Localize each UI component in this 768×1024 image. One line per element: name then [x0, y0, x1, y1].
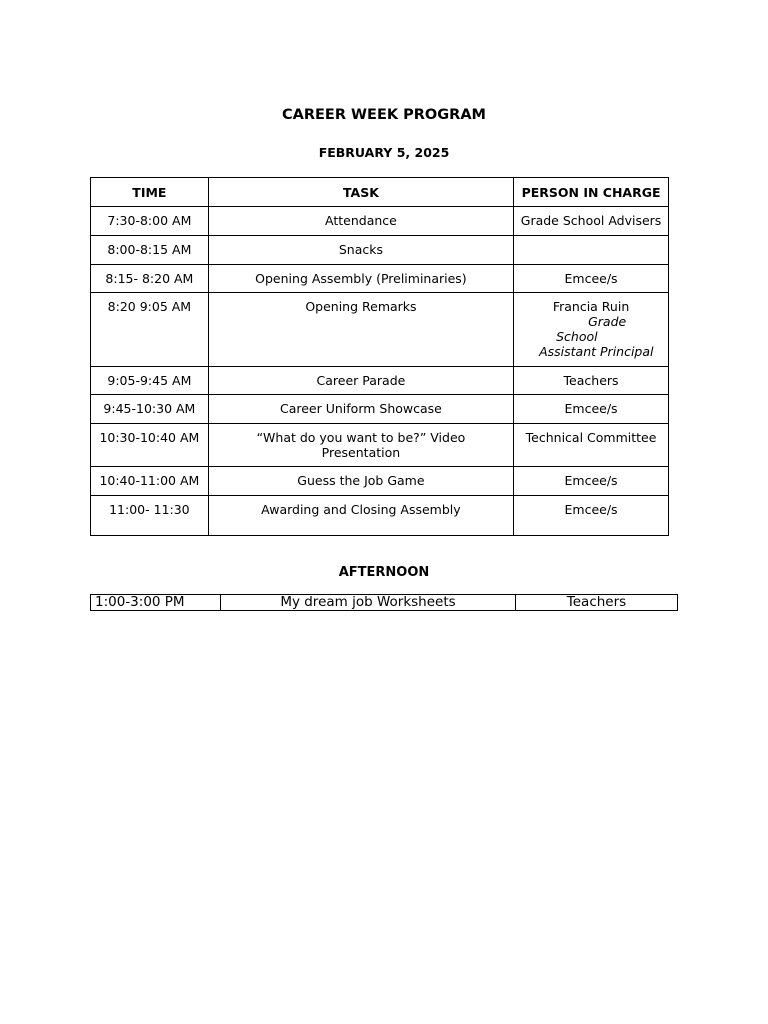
- cell-task: [208, 424, 513, 467]
- table-row: [91, 467, 669, 496]
- task-line1: “What do you want to be?” Video: [256, 430, 466, 445]
- cell-person: Emcee/s: [514, 395, 669, 424]
- cell-time: 11:00- 11:30: [91, 496, 209, 536]
- table-row: [91, 207, 669, 236]
- cell-task: Guess the Job Game: [208, 467, 513, 496]
- cell-time: 9:05-9:45 AM: [91, 367, 209, 395]
- cell-time: 8:20 9:05 AM: [91, 293, 209, 367]
- cell-person: Technical Committee: [514, 424, 669, 467]
- table-row: [91, 367, 669, 395]
- cell-person: Emcee/s: [514, 265, 669, 293]
- cell-person: Emcee/s: [514, 467, 669, 496]
- cell-person: Grade School Advisers: [514, 207, 669, 236]
- cell-time: 8:15- 8:20 AM: [91, 265, 209, 293]
- afternoon-heading: AFTERNOON: [338, 565, 430, 580]
- cell-time: 8:00-8:15 AM: [91, 236, 209, 265]
- table-row: [91, 293, 669, 367]
- cell-person: [514, 293, 669, 367]
- document-title: CAREER WEEK PROGRAM: [282, 107, 486, 123]
- header-task: TASK: [208, 178, 513, 207]
- cell-time: 9:45-10:30 AM: [91, 395, 209, 424]
- person-title-line1: Grade: [588, 314, 627, 329]
- cell-task: Opening Remarks: [208, 293, 513, 367]
- cell-person: Emcee/s: [514, 496, 669, 536]
- table-header-row: [91, 178, 669, 207]
- cell-task: Snacks: [208, 236, 513, 265]
- header-person: PERSON IN CHARGE: [514, 178, 669, 207]
- table-row: [91, 236, 669, 265]
- table-row: [91, 595, 678, 611]
- cell-time: 1:00-3:00 PM: [91, 595, 221, 611]
- table-row: [91, 496, 669, 536]
- table-row: [91, 395, 669, 424]
- cell-task: Career Uniform Showcase: [208, 395, 513, 424]
- cell-person: Teachers: [514, 367, 669, 395]
- person-title-line3: Assistant Principal: [539, 344, 654, 359]
- cell-task: Awarding and Closing Assembly: [208, 496, 513, 536]
- document-date: FEBRUARY 5, 2025: [318, 145, 450, 160]
- person-name: Francia Ruin: [552, 299, 630, 314]
- cell-person: Teachers: [516, 595, 678, 611]
- cell-time: 10:30-10:40 AM: [91, 424, 209, 467]
- person-title-line2: School: [556, 329, 598, 344]
- task-line2: Presentation: [321, 445, 401, 460]
- table-row: [91, 424, 669, 467]
- schedule-table: [90, 177, 669, 536]
- header-time: TIME: [91, 178, 209, 207]
- cell-task: Career Parade: [208, 367, 513, 395]
- cell-task: My dream job Worksheets: [221, 595, 516, 611]
- afternoon-table: [90, 594, 678, 611]
- cell-task: Opening Assembly (Preliminaries): [208, 265, 513, 293]
- cell-person: [514, 236, 669, 265]
- cell-time: 10:40-11:00 AM: [91, 467, 209, 496]
- cell-time: 7:30-8:00 AM: [91, 207, 209, 236]
- cell-task: Attendance: [208, 207, 513, 236]
- table-row: [91, 265, 669, 293]
